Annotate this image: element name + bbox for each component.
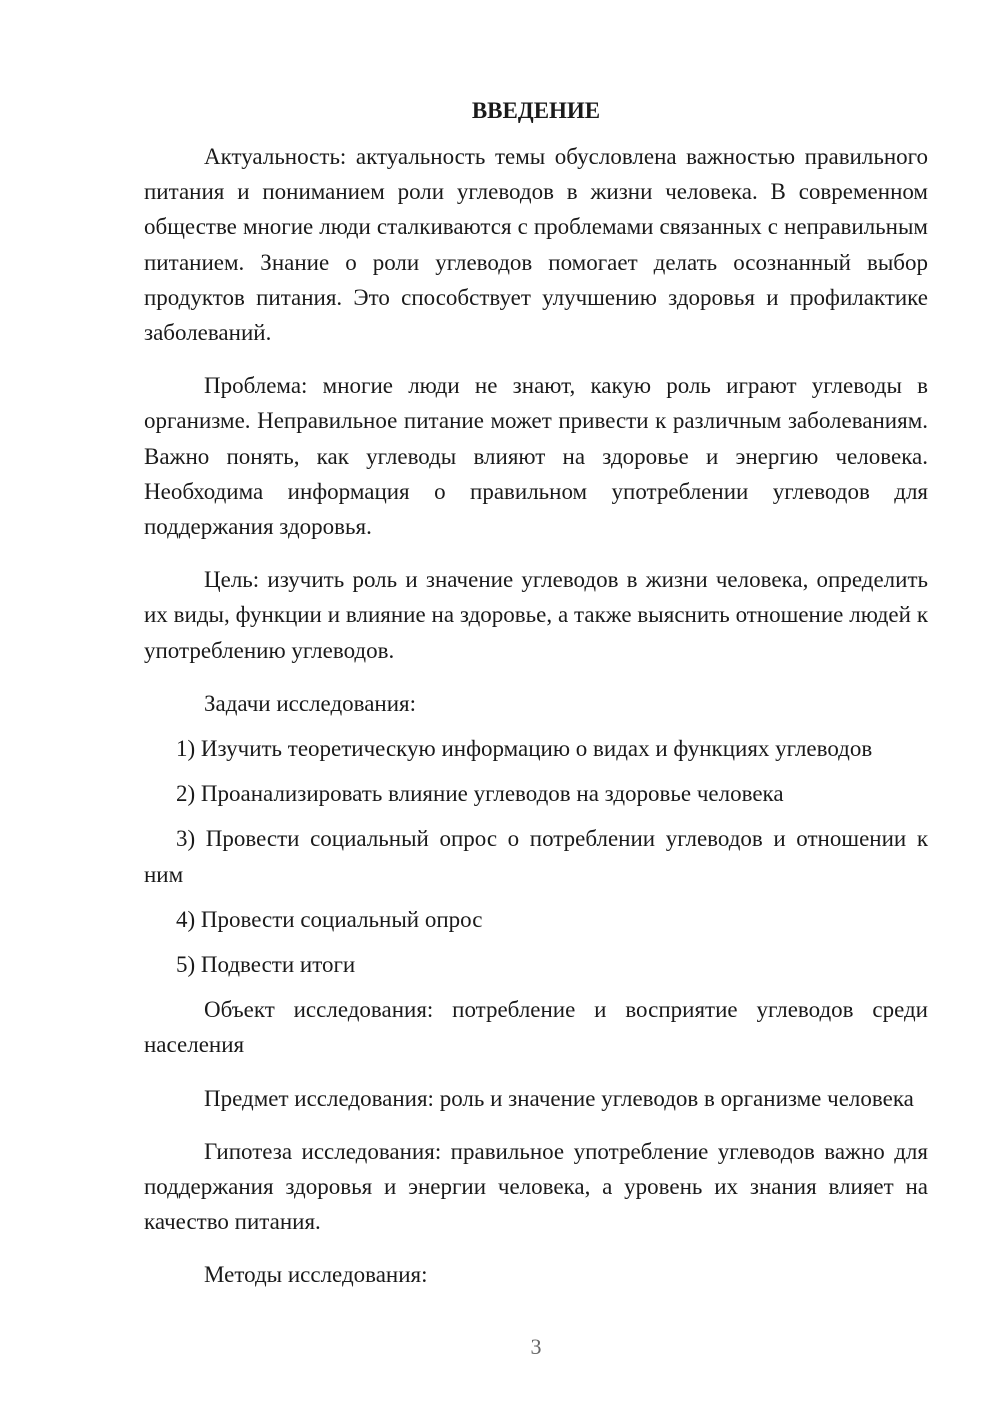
goal-paragraph: Цель: изучить роль и значение углеводов в жизни человека, определить их виды, функции и влияние на здоровье, а также выяснить отношение людей к употреблению углеводов.	[144, 567, 928, 663]
methods-heading: Методы исследования:	[204, 1262, 428, 1288]
tasks-list	[144, 731, 928, 982]
page-title: ВВЕДЕНИЕ	[471, 98, 601, 123]
task-item-3: 3) Провести социальный опрос о потреблении углеводов и отношении к ним	[144, 826, 928, 887]
task-item-5: 5) Подвести итоги	[176, 952, 356, 978]
relevance-paragraph: Актуальность: актуальность темы обусловлена важностью правильного питания и пониманием роли углеводов в жизни человека. В современном обществе многие люди сталкиваются с проблемами связанных с неправильным питанием. Знание о роли углеводов помогает делать осознанный выбор продуктов питания. Это способствует улучшению здоровья и профилактике заболеваний.	[144, 144, 928, 346]
problem-paragraph: Проблема: многие люди не знают, какую роль играют углеводы в организме. Неправильное питание может привести к различным заболеваниям. Важно понять, как углеводы влияют на здоровье и энергию человека. Необходима информация о правильном употреблении углеводов для поддержания здоровья.	[144, 373, 928, 540]
task-item-2: 2) Проанализировать влияние углеводов на здоровье человека	[176, 781, 784, 807]
task-item-4: 4) Провести социальный опрос	[176, 906, 483, 932]
subject-paragraph: Предмет исследования: роль и значение углеводов в организме человека	[204, 1085, 914, 1111]
hypothesis-paragraph: Гипотеза исследования: правильное употребление углеводов важно для поддержания здоровья и энергии человека, а уровень их знания влияет на качество питания.	[144, 1138, 928, 1235]
task-item-1: 1) Изучить теоретическую информацию о видах и функциях углеводов	[176, 736, 873, 762]
page-number: 3	[530, 1334, 542, 1359]
object-paragraph: Объект исследования: потребление и восприятие углеводов среди населения	[144, 997, 928, 1058]
page-content	[144, 95, 928, 1311]
tasks-heading: Задачи исследования:	[204, 690, 417, 716]
